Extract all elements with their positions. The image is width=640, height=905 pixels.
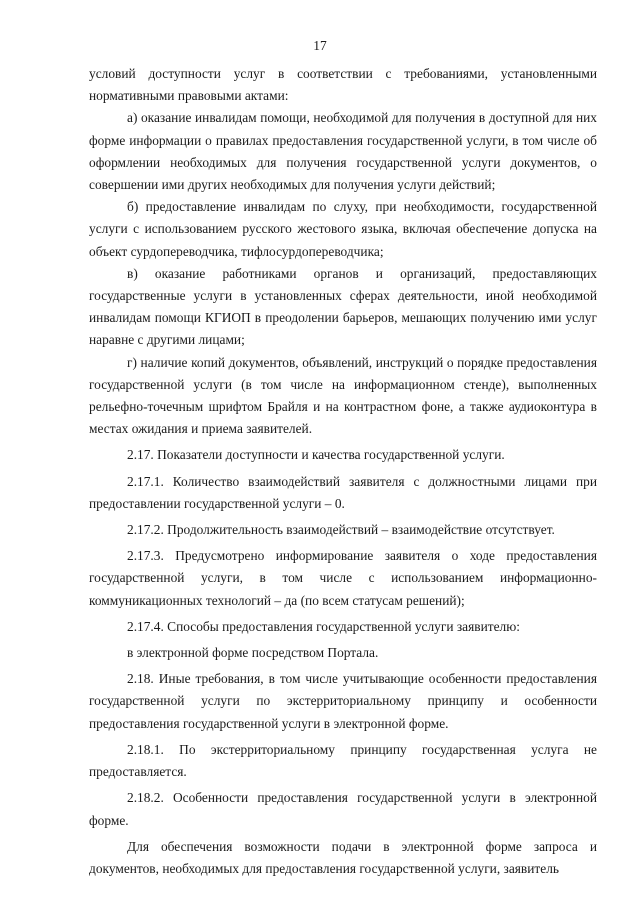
paragraph-submission: Для обеспечения возможности подачи в электронной форме запроса и документов, необходимых для предоставления государственной услуги, заявитель	[89, 838, 597, 876]
paragraph-item-b: б) предоставление инвалидам по слуху, при необходимости, государственной услуги с использованием русского жестового языка, включая обеспечение допуска на объект сурдопереводчика, тифлосурдопереводчика;	[89, 199, 597, 259]
paragraph-item-g: г) наличие копий документов, объявлений, инструкций о порядке предоставления государственной услуги (в том числе на информационном стенде), выполненных рельефно-точечным шрифтом Брайля и на контрастном фоне, а также аудиоконтура в местах ожидания и приема заявителей.	[89, 354, 597, 437]
paragraph-2-17-4: 2.17.4. Способы предоставления государственной услуги заявителю:	[127, 618, 520, 634]
document-body	[89, 63, 597, 880]
paragraph-2-17: 2.17. Показатели доступности и качества государственной услуги.	[127, 447, 505, 463]
paragraph-2-17-2: 2.17.2. Продолжительность взаимодействий – взаимодействие отсутствует.	[127, 522, 555, 538]
page-number: 17	[313, 38, 327, 53]
paragraph-2-17-1: 2.17.1. Количество взаимодействий заявителя с должностными лицами при предоставлении государственной услуги – 0.	[89, 473, 597, 511]
paragraph-electronic-form: в электронной форме посредством Портала.	[127, 645, 379, 661]
paragraph-2-17-3: 2.17.3. Предусмотрено информирование заявителя о ходе предоставления государственной услуги, в том числе с использованием информационно-коммуникационных технологий – да (по всем статусам решений);	[89, 548, 597, 608]
paragraph-2-18-2: 2.18.2. Особенности предоставления государственной услуги в электронной форме.	[89, 790, 597, 828]
paragraph-accessibility-conditions: условий доступности услуг в соответствии с требованиями, установленными нормативными правовыми актами:	[89, 66, 597, 104]
paragraph-item-a: а) оказание инвалидам помощи, необходимой для получения в доступной для них форме информации о правилах предоставления государственной услуги, в том числе об оформлении необходимых для получения государственной услуги документов, о совершении ими других необходимых для получения услуги действий;	[89, 110, 597, 193]
paragraph-2-18-1: 2.18.1. По экстерриториальному принципу государственная услуга не предоставляется.	[89, 741, 597, 780]
paragraph-item-v: в) оказание работниками органов и организаций, предоставляющих государственные услуги в установленных сферах деятельности, иной необходимой инвалидам помощи КГИОП в преодолении барьеров, мешающих получению ими услуг наравне с другими лицами;	[89, 265, 597, 348]
paragraph-2-18: 2.18. Иные требования, в том числе учитывающие особенности предоставления государственной услуги по экстерриториальному принципу и особенности предоставления государственной услуги в электронной форме.	[89, 671, 597, 731]
